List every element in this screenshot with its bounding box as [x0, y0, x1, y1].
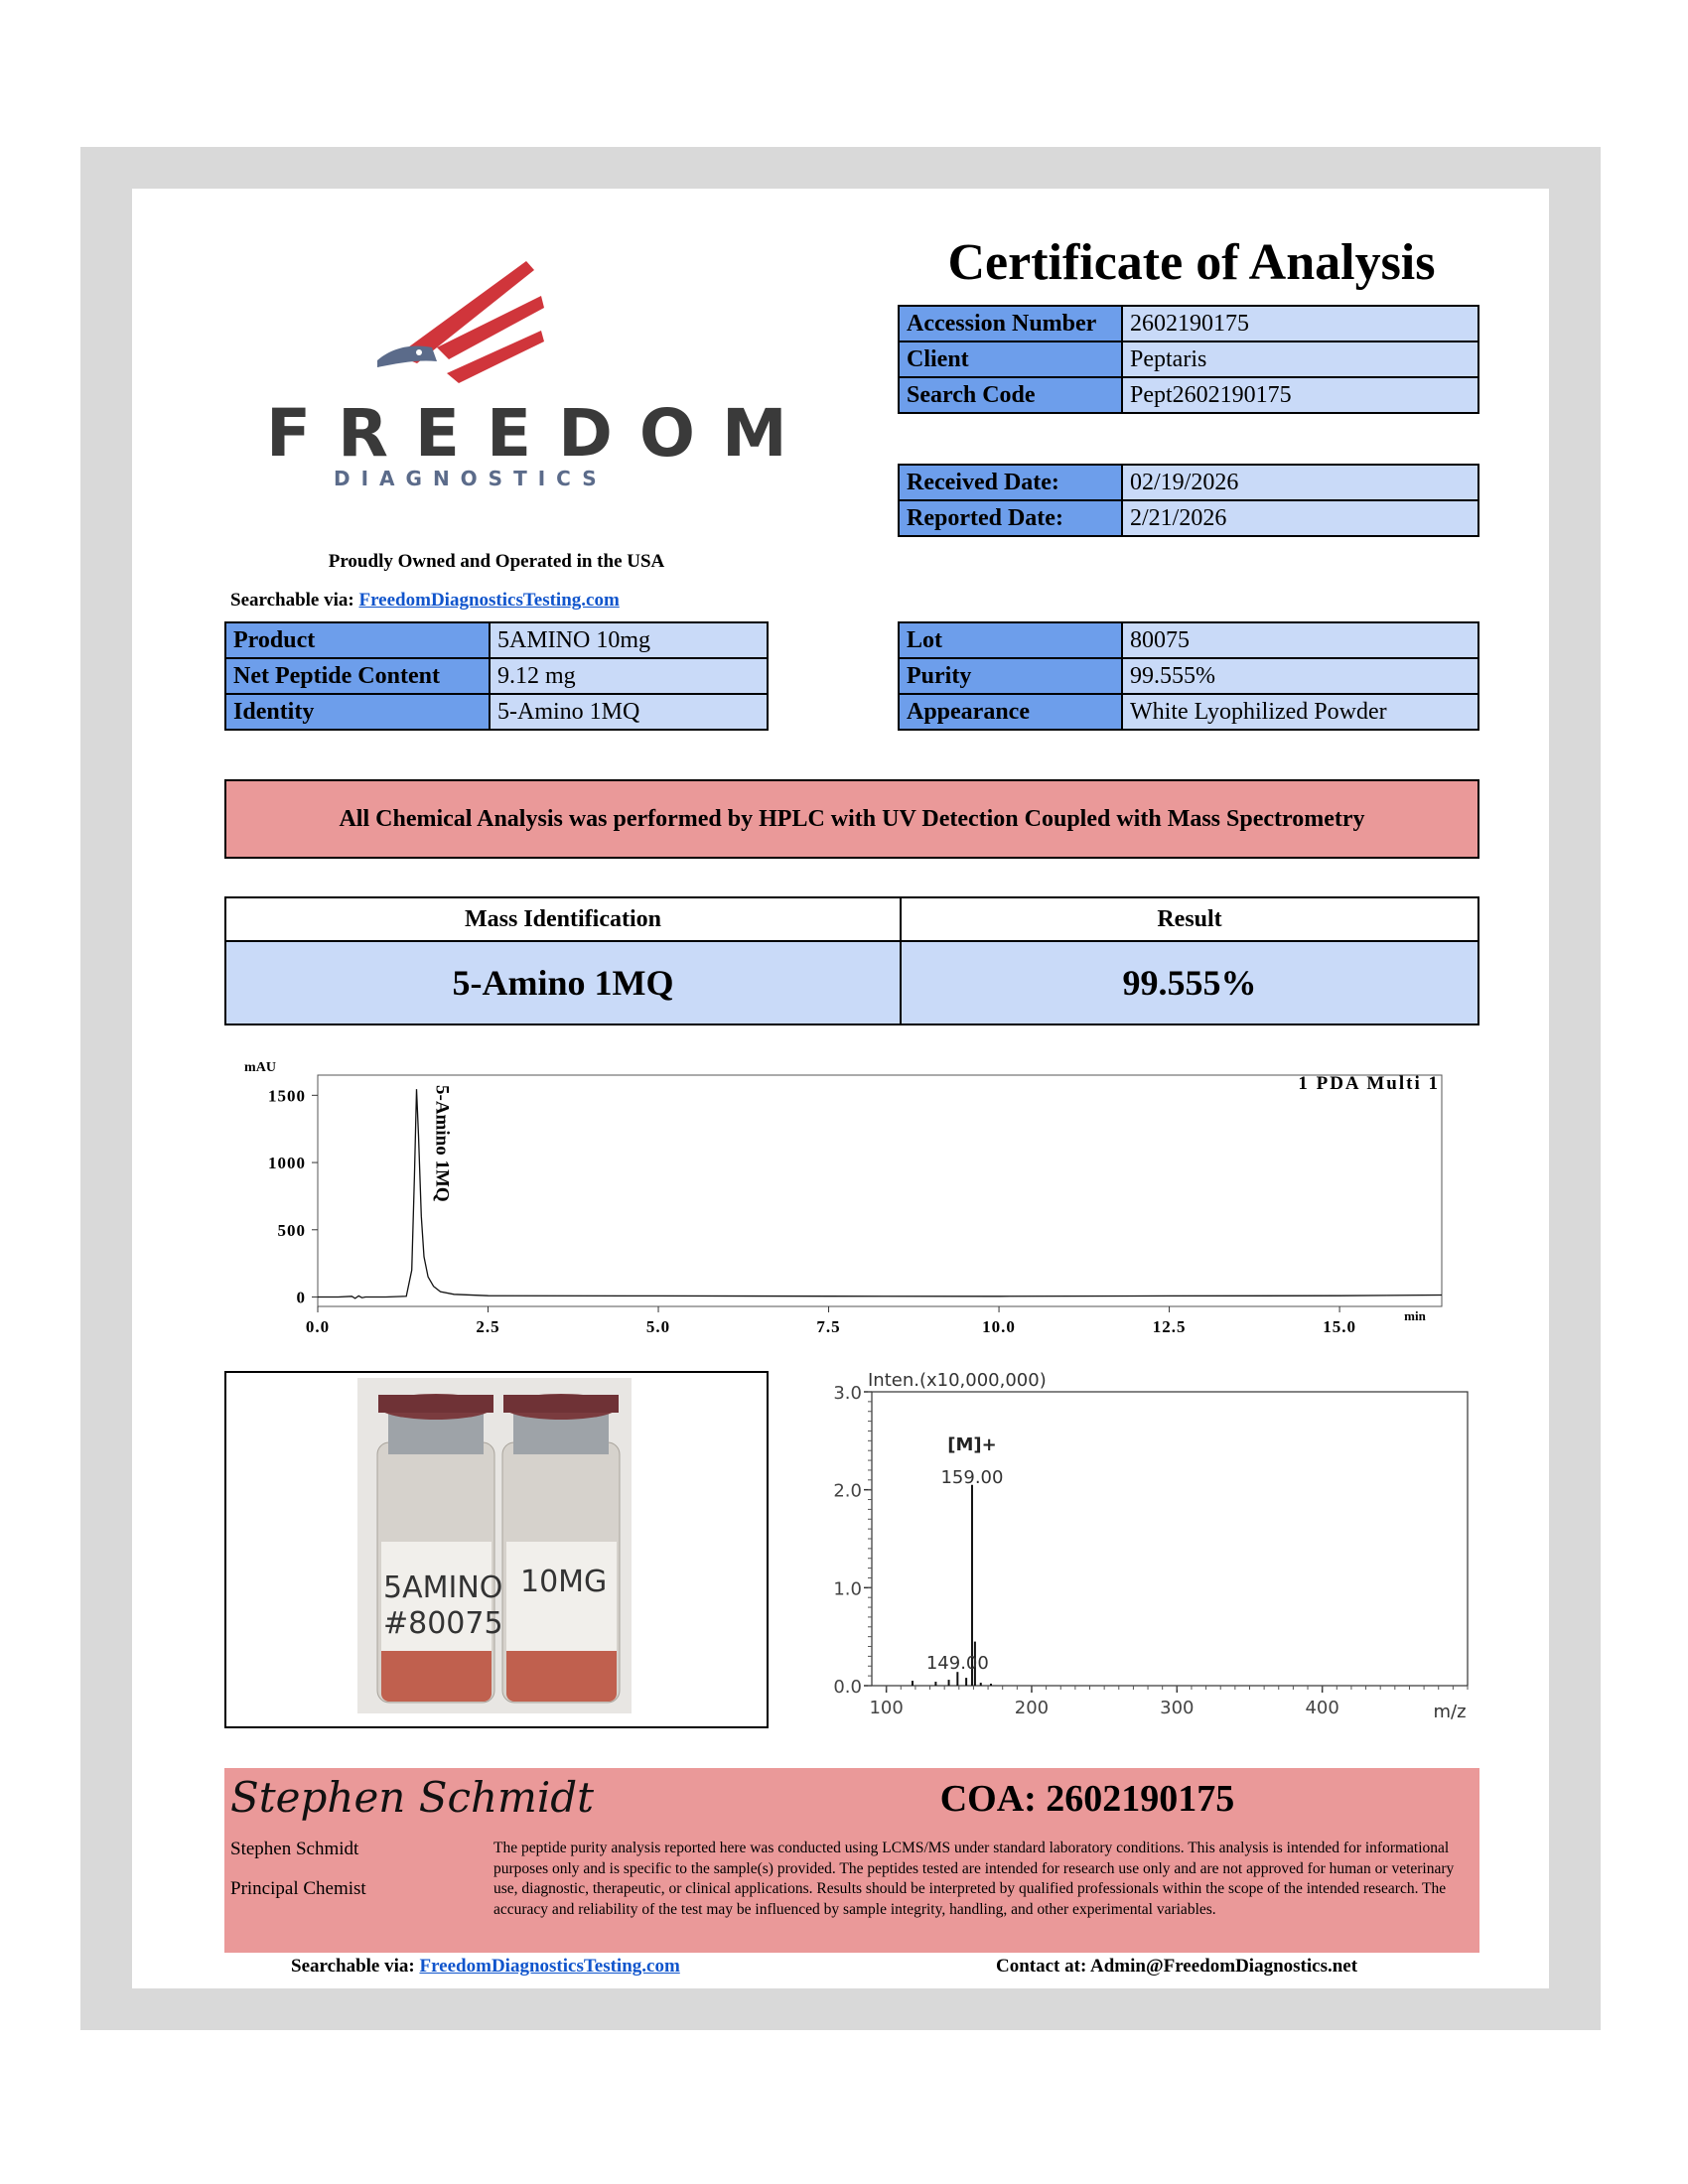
hplc-y-tick-label: 1500	[268, 1086, 306, 1106]
accession-table	[898, 305, 1479, 414]
table-row	[225, 941, 1478, 1024]
mass-identification-header: Mass Identification	[225, 897, 901, 941]
hplc-x-tick-label: 2.5	[476, 1317, 500, 1336]
hplc-y-axis-label: mAU	[244, 1060, 276, 1075]
chemist-role: Principal Chemist	[230, 1878, 366, 1899]
client-value: Peptaris	[1122, 341, 1478, 377]
appearance-label: Appearance	[899, 694, 1122, 730]
ms-annotation-peak-minor: 149.00	[925, 1653, 989, 1675]
document-title: Certificate of Analysis	[947, 234, 1436, 291]
hplc-x-tick-label: 10.0	[982, 1317, 1016, 1336]
chemist-name: Stephen Schmidt	[230, 1839, 359, 1859]
logo-wordmark: FREEDOM	[266, 395, 814, 472]
product-label: Product	[225, 622, 490, 658]
table-row	[899, 377, 1478, 413]
table-row	[899, 622, 1478, 658]
table-row	[225, 622, 768, 658]
hplc-x-tick-label: 7.5	[816, 1317, 841, 1336]
disclaimer-text: The peptide purity analysis reported here was conducted using LCMS/MS under standard laboratory conditions. This analysis is intended for informational purposes only and is specific to the sample(s) provided. The peptides tested are intended for research use only and are not approved for human or veterinary use, diagnostic, therapeutic, or clinical applications. Results should be interpreted by qualified professionals within the scope of the intended research. The accuracy and reliability of the test may be influenced by sample integrity, handling, and other experimental variables.	[493, 1840, 1455, 1918]
ms-x-tick-label: 200	[1014, 1698, 1050, 1718]
hplc-chromatogram-chart	[228, 1055, 1460, 1343]
hplc-x-axis-label: min	[1404, 1308, 1426, 1323]
vial-photo-frame	[224, 1371, 769, 1728]
purity-label: Purity	[899, 658, 1122, 694]
vial-label-text-1: 5AMINO	[383, 1570, 503, 1605]
table-row	[899, 465, 1478, 500]
product-value: 5AMINO 10mg	[490, 622, 768, 658]
hplc-x-tick-label: 12.5	[1152, 1317, 1187, 1336]
contact-email: Contact at: Admin@FreedomDiagnostics.net	[996, 1956, 1358, 1977]
received-date-label: Received Date:	[899, 465, 1122, 500]
table-row	[225, 658, 768, 694]
searchable-label: Searchable via:	[230, 590, 354, 611]
vial-photo	[226, 1373, 767, 1726]
searchable-via-bottom	[291, 1956, 680, 1978]
searchable-label-bottom: Searchable via:	[291, 1956, 415, 1977]
table-row	[899, 658, 1478, 694]
hplc-y-tick-label: 500	[277, 1220, 306, 1240]
lot-label: Lot	[899, 622, 1122, 658]
table-header-row	[225, 897, 1478, 941]
chemist-signature: Stephen Schmidt	[230, 1773, 595, 1822]
result-value: 99.555%	[901, 941, 1478, 1024]
lot-value: 80075	[1122, 622, 1478, 658]
analysis-method-banner: All Chemical Analysis was performed by HPLC with UV Detection Coupled with Mass Spectrometry	[224, 779, 1479, 859]
table-row	[899, 694, 1478, 730]
table-row	[899, 500, 1478, 536]
result-header: Result	[901, 897, 1478, 941]
ms-x-tick-label: 100	[869, 1698, 904, 1718]
dates-table	[898, 464, 1479, 537]
vial-label-text-3: 10MG	[520, 1565, 608, 1599]
reported-date-value: 2/21/2026	[1122, 500, 1478, 536]
mass-identity-value: 5-Amino 1MQ	[225, 941, 901, 1024]
searchable-link-bottom[interactable]: FreedomDiagnosticsTesting.com	[419, 1956, 680, 1977]
searchable-via-top	[230, 590, 620, 612]
hplc-x-tick-label: 15.0	[1323, 1317, 1356, 1336]
received-date-value: 02/19/2026	[1122, 465, 1478, 500]
client-label: Client	[899, 341, 1122, 377]
ms-annotation-peak-main: 159.00	[940, 1466, 1004, 1488]
ms-y-tick-label: 0.0	[833, 1677, 862, 1698]
hplc-x-tick-label: 5.0	[645, 1317, 671, 1336]
hplc-peak-label: 5-Amino 1MQ	[431, 1085, 453, 1202]
purity-value: 99.555%	[1122, 658, 1478, 694]
product-table	[224, 621, 769, 731]
net-peptide-label: Net Peptide Content	[225, 658, 490, 694]
ms-y-tick-label: 2.0	[833, 1480, 862, 1502]
eagle-flag-logo-icon	[377, 256, 556, 385]
mass-identification-table	[224, 896, 1479, 1025]
ms-y-tick-label: 1.0	[833, 1578, 862, 1600]
net-peptide-value: 9.12 mg	[490, 658, 768, 694]
vial-label-text-2: #80075	[383, 1606, 503, 1641]
hplc-x-tick-label: 0.0	[305, 1317, 331, 1336]
hplc-trace-line	[318, 1089, 1442, 1298]
hplc-y-tick-label: 1000	[268, 1154, 306, 1173]
tagline: Proudly Owned and Operated in the USA	[328, 551, 665, 572]
searchable-link-top[interactable]: FreedomDiagnosticsTesting.com	[358, 590, 620, 611]
reported-date-label: Reported Date:	[899, 500, 1122, 536]
table-row	[899, 341, 1478, 377]
identity-label: Identity	[225, 694, 490, 730]
accession-value: 2602190175	[1122, 306, 1478, 341]
hplc-plot-frame	[318, 1075, 1442, 1306]
table-row	[899, 306, 1478, 341]
lot-table	[898, 621, 1479, 731]
logo-subtitle: DIAGNOSTICS	[334, 467, 608, 490]
ms-x-tick-label: 400	[1305, 1698, 1339, 1718]
accession-label: Accession Number	[899, 306, 1122, 341]
ms-x-tick-label: 300	[1160, 1698, 1195, 1718]
ms-y-axis-label: Inten.(x10,000,000)	[868, 1370, 1047, 1391]
search-code-value: Pept2602190175	[1122, 377, 1478, 413]
ms-y-tick-label: 3.0	[833, 1383, 862, 1404]
coa-number: COA: 2602190175	[939, 1778, 1235, 1820]
hplc-y-tick-label: 0	[296, 1288, 306, 1307]
hplc-chart-title: 1 PDA Multi 1	[1298, 1073, 1440, 1094]
identity-value: 5-Amino 1MQ	[490, 694, 768, 730]
ms-x-axis-label: m/z	[1433, 1702, 1467, 1722]
appearance-value: White Lyophilized Powder	[1122, 694, 1478, 730]
search-code-label: Search Code	[899, 377, 1122, 413]
ms-annotation-ion: [M]+	[947, 1434, 997, 1456]
mass-spectrum-chart	[822, 1360, 1477, 1727]
table-row	[225, 694, 768, 730]
